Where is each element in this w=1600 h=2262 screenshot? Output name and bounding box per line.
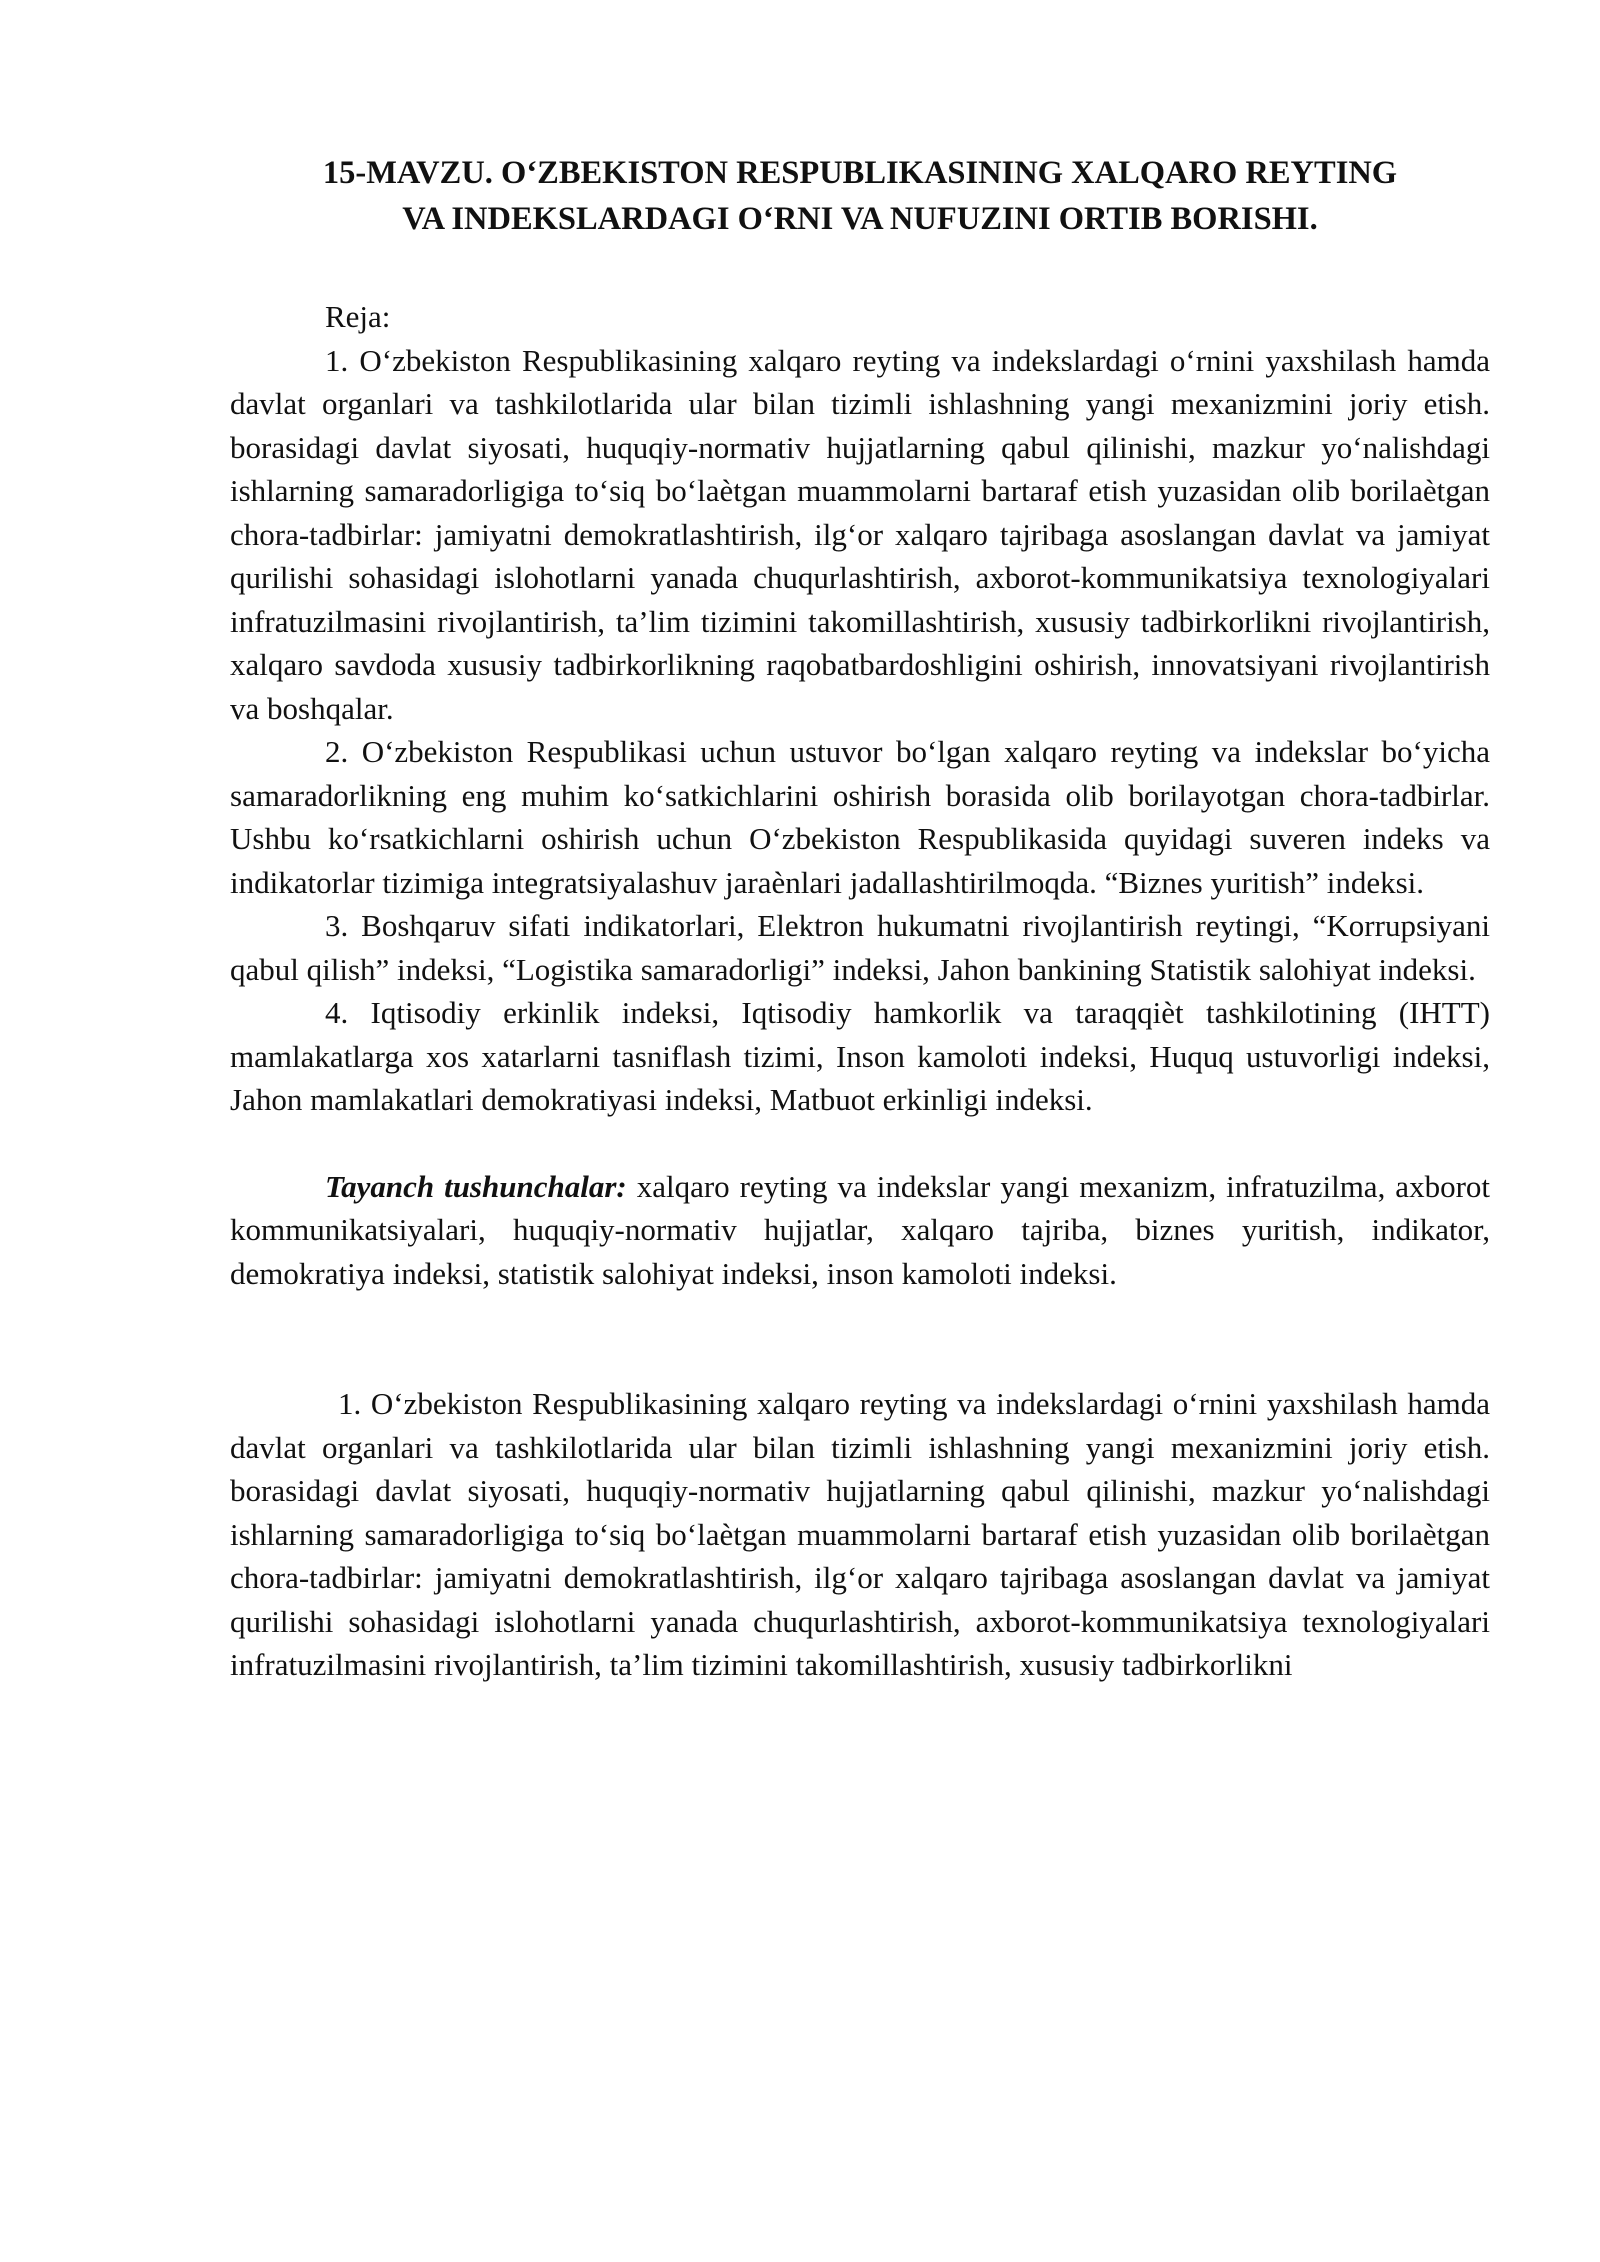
key-concepts-paragraph [230,1165,1490,1296]
document-title [230,150,1490,242]
title-line-1: 15-MAVZU. O‘ZBEKISTON RESPUBLIKASINING XALQARO REYTING [322,155,1398,191]
plan-heading: Reja: [325,299,391,334]
plan-item-3: 3. Boshqaruv sifati indikatorlari, Elektron hukumatni rivojlantirish reytingi, “Korrupsiyani qabul qilish” indeksi, “Logistika samaradorligi” indeksi, Jahon bankining Statistik salohiyat indeksi. [230,908,1490,987]
plan-item-1: 1. O‘zbekiston Respublikasining xalqaro reyting va indekslardagi o‘rnini yaxshilash hamda davlat organlari va tashkilotlarida ular bilan tizimli ishlashning yangi mexanizmini joriy etish. borasidagi davlat siyosati, huquqiy-normativ hujjatlarning qabul qilinishi, mazkur yo‘nalishdagi ishlarning samaradorligiga to‘siq bo‘laètgan muammolarni bartaraf etish yuzasidan olib borilaètgan chora-tadbirlar: jamiyatni demokratlashtirish, ilg‘or xalqaro tajribaga asoslangan davlat va jamiyat qurilishi sohasidagi islohotlarni yanada chuqurlashtirish, axborot-kommunikatsiya texnologiyalari infratuzilmasini rivojlantirish, ta’lim tizimini takomillashtirish, xususiy tadbirkorlikni rivojlantirish, xalqaro savdoda xususiy tadbirkorlikning raqobatbardoshligini oshirish, innovatsiyani rivojlantirish va boshqalar. [230,342,1490,726]
title-line-2: VA INDEKSLARDAGI O‘RNI VA NUFUZINI ORTIB BORISHI. [402,201,1318,237]
key-concepts-text: xalqaro reyting va indekslar yangi mexanizm, infratuzilma, axborot kommunikatsiyalari, huquqiy-normativ hujjatlar, xalqaro tajriba, biznes yuritish, indikator, demokratiya indeksi, statistik salohiyat indeksi, inson kamoloti indeksi. [230,1168,1491,1291]
document-body [230,295,1490,1687]
section-1-paragraph: 1. O‘zbekiston Respublikasining xalqaro reyting va indekslardagi o‘rnini yaxshilash hamda davlat organlari va tashkilotlarida ular bilan tizimli ishlashning yangi mexanizmini joriy etish. borasidagi davlat siyosati, huquqiy-normativ hujjatlarning qabul qilinishi, mazkur yo‘nalishdagi ishlarning samaradorligiga to‘siq bo‘laètgan muammolarni bartaraf etish yuzasidan olib borilaètgan chora-tadbirlar: jamiyatni demokratlashtirish, ilg‘or xalqaro tajribaga asoslangan davlat va jamiyat qurilishi sohasidagi islohotlarni yanada chuqurlashtirish, axborot-kommunikatsiya texnologiyalari infratuzilmasini rivojlantirish, ta’lim tizimini takomillashtirish, xususiy tadbirkorlikni [230,1386,1490,1682]
document-page [230,150,1490,1687]
plan-item-4: 4. Iqtisodiy erkinlik indeksi, Iqtisodiy hamkorlik va taraqqièt tashkilotining (IHTT) mamlakatlarga xos xatarlarni tasniflash tizimi, Inson kamoloti indeksi, Huquq ustuvorligi indeksi, Jahon mamlakatlari demokratiyasi indeksi, Matbuot erkinligi indeksi. [230,995,1490,1117]
key-concepts-label: Tayanch tushunchalar: [325,1168,627,1204]
plan-item-2: 2. O‘zbekiston Respublikasi uchun ustuvor bo‘lgan xalqaro reyting va indekslar bo‘yicha samaradorlikning eng muhim ko‘satkichlarini oshirish borasida olib borilayotgan chora-tadbirlar. Ushbu ko‘rsatkichlarni oshirish uchun O‘zbekiston Respublikasida quyidagi suveren indeks va indikatorlar tizimiga integratsiyalashuv jaraènlari jadallashtirilmoqda. “Biznes yuritish” indeksi. [230,734,1490,900]
